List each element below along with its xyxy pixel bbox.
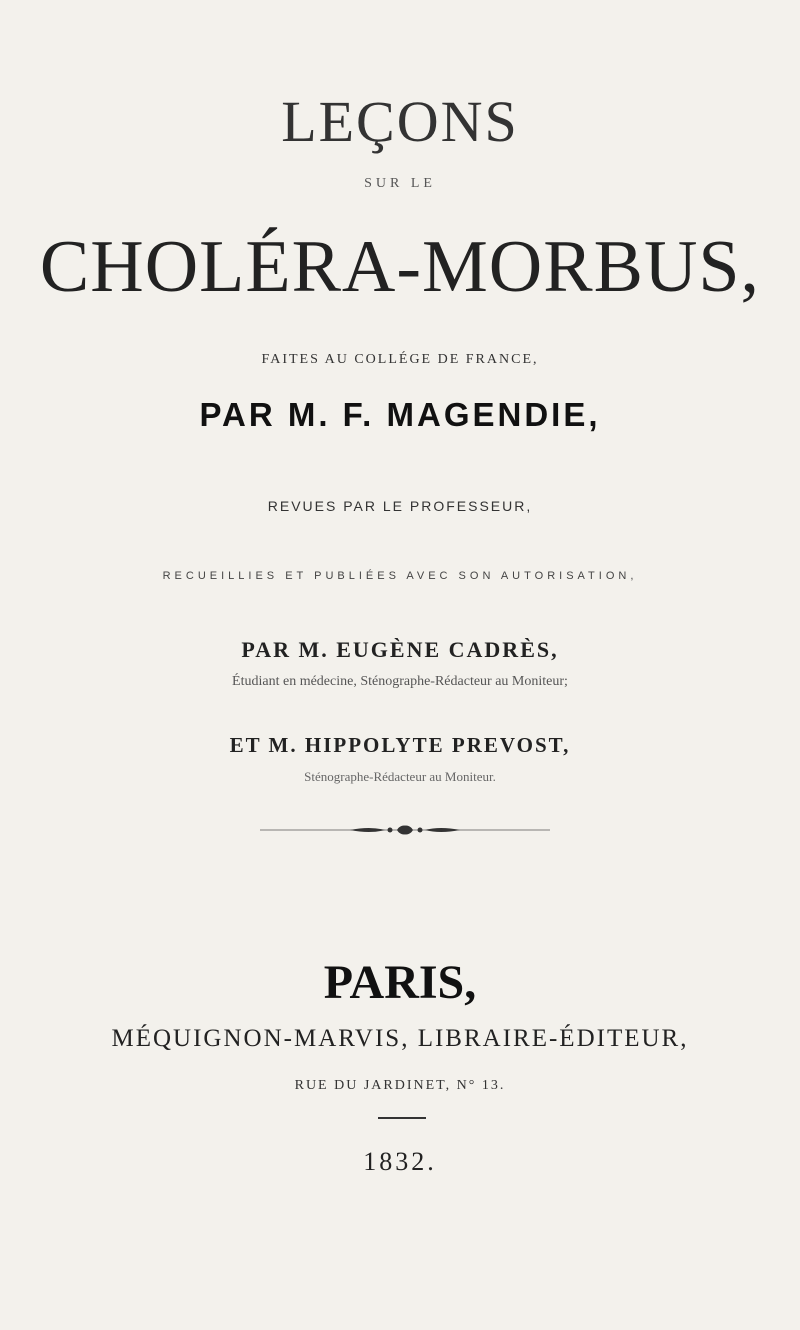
main-title: CHOLÉRA-MORBUS, [39, 226, 761, 308]
imprint-year: 1832. [363, 1147, 437, 1176]
editor-cadres-role: Étudiant en médecine, Sténographe-Rédacteur au Moniteur; [232, 674, 568, 689]
recueillies-line: RECUEILLIES ET PUBLIÉES AVEC SON AUTORISATION, [162, 570, 638, 582]
ornamental-divider-icon [260, 822, 550, 838]
title-sur-le: SUR LE [364, 176, 436, 191]
author-magendie: PAR M. F. MAGENDIE, [199, 396, 601, 433]
imprint-address: RUE DU JARDINET, N° 13. [294, 1078, 506, 1093]
editor-prevost-role: Sténographe-Rédacteur au Moniteur. [304, 769, 496, 784]
short-rule [378, 1117, 426, 1119]
subtitle-college: FAITES AU COLLÉGE DE FRANCE, [261, 352, 539, 367]
editor-cadres: PAR M. EUGÈNE CADRÈS, [241, 637, 559, 662]
imprint-city: PARIS, [323, 956, 477, 1009]
editor-prevost: ET M. HIPPOLYTE PREVOST, [229, 733, 571, 757]
revues-line: REVUES PAR LE PROFESSEUR, [267, 498, 533, 514]
imprint-publisher: MÉQUIGNON-MARVIS, LIBRAIRE-ÉDITEUR, [111, 1025, 689, 1052]
title-lecons: LEÇONS [281, 89, 519, 154]
